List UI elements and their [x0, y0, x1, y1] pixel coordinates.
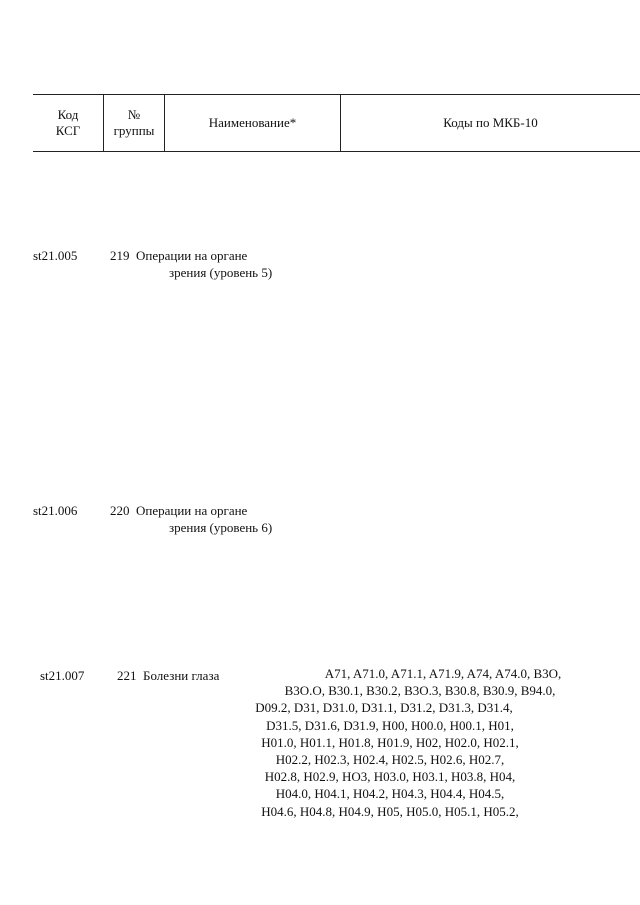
- icd-codes-line: H04.0, H04.1, H04.2, H04.3, H04.4, H04.5,: [275, 786, 505, 802]
- row-icd-codes: [180, 665, 600, 820]
- header-cell-ksg-code: [33, 94, 103, 151]
- header-group-number-line1: №: [127, 106, 141, 122]
- icd-codes-line: B3O.O, B30.1, B30.2, B3O.3, B30.8, B30.9, B94.0,: [284, 683, 556, 699]
- icd-codes-line: H02.2, H02.3, H02.4, H02.5, H02.6, H02.7,: [275, 752, 505, 768]
- row-group-number: 221: [117, 668, 137, 683]
- icd-codes-line: H04.6, H04.8, H04.9, H05, H05.0, H05.1, H05.2,: [261, 803, 519, 819]
- row-ksg-code: st21.007: [40, 668, 85, 683]
- header-cell-group-number: [104, 94, 164, 151]
- row-name-line1: Операции на органе: [136, 503, 248, 518]
- header-bottom-rule: [33, 151, 640, 152]
- row-group-number: 220: [110, 503, 130, 518]
- header-ksg-code-line2: КСГ: [55, 122, 81, 138]
- row-name-line2: зрения (уровень 6): [169, 520, 273, 535]
- header-ksg-code-line1: Код: [57, 106, 79, 122]
- header-name-label: Наименование*: [208, 114, 297, 130]
- icd-codes-line: H01.0, H01.1, H01.8, H01.9, H02, H02.0, H02.1,: [261, 734, 519, 750]
- icd-codes-line: H02.8, H02.9, HO3, H03.0, H03.1, H03.8, H04,: [264, 769, 516, 785]
- row-name-line1: Операции на органе: [136, 248, 248, 263]
- icd-codes-line: D09.2, D31, D31.0, D31.1, D31.2, D31.3, D31.4,: [255, 700, 513, 716]
- icd-codes-line: D31.5, D31.6, D31.9, H00, H00.0, H00.1, H01,: [266, 717, 514, 733]
- header-cell-name: [165, 94, 340, 151]
- row-group-number: 219: [110, 248, 130, 263]
- row-name-line2: зрения (уровень 5): [169, 265, 273, 280]
- row-ksg-code: st21.006: [33, 503, 78, 518]
- icd-codes-line: A71, A71.0, A71.1, A71.9, A74, A74.0, B3O,: [324, 666, 562, 681]
- header-cell-icd-codes: [341, 94, 640, 151]
- header-group-number-line2: группы: [113, 122, 155, 138]
- row-name-line1: Болезни глаза: [143, 668, 220, 683]
- header-icd-codes-label: Коды по МКБ-10: [443, 114, 538, 130]
- row-ksg-code: st21.005: [33, 248, 78, 263]
